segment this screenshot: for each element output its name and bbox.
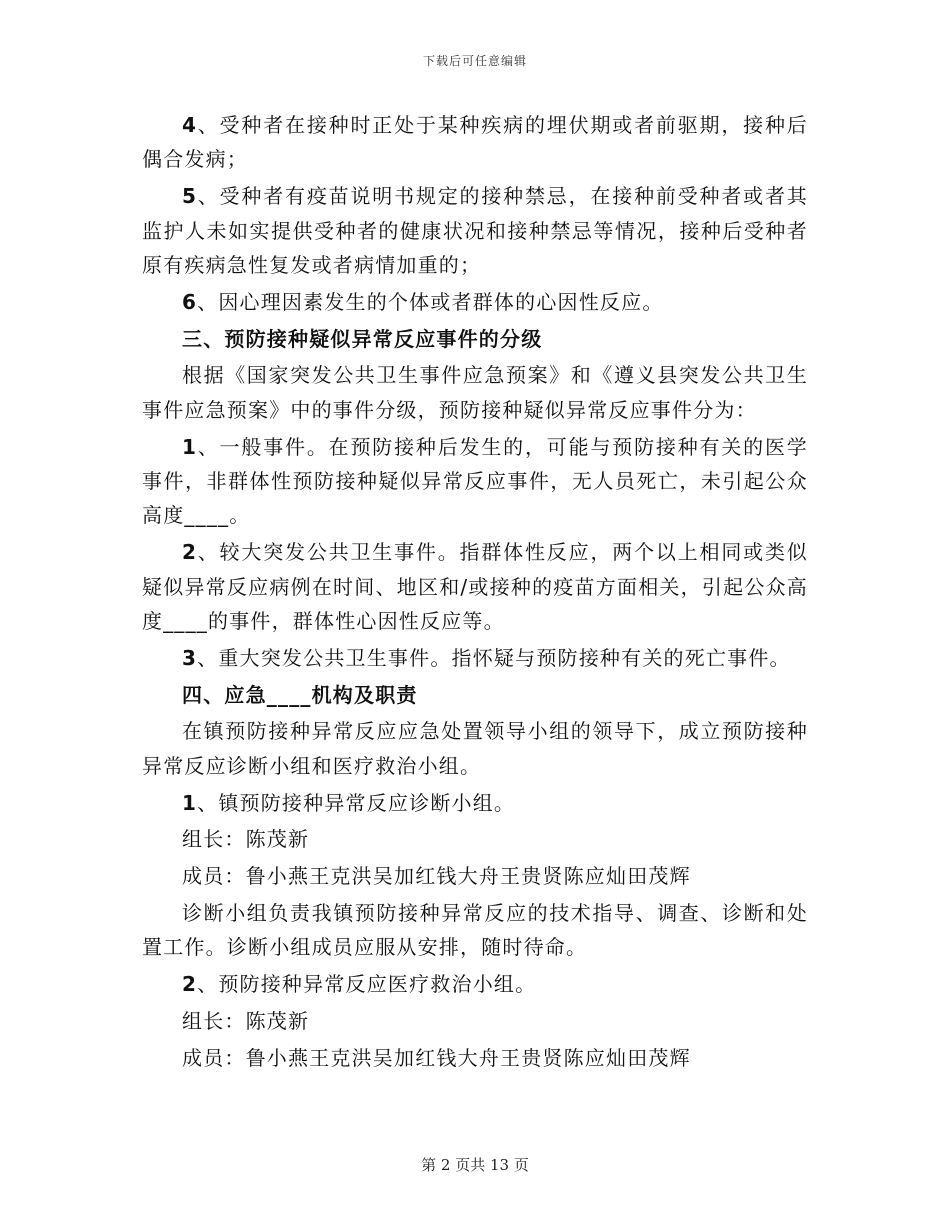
document-body [142, 108, 808, 1078]
list-item-6: 6、因心理因素发生的个体或者群体的心因性反应。 [182, 289, 664, 314]
paragraph-organization-intro: 在镇预防接种异常反应应急处置领导小组的领导下，成立预防接种异常反应诊断小组和医疗救治小组。 [142, 719, 808, 778]
list-item-major-event: 2、较大突发公共卫生事件。指群体性反应，两个以上相同或类似疑似异常反应病例在时间、地区和/或接种的疫苗方面相关，引起公众高度____的事件，群体性心因性反应等。 [142, 540, 808, 634]
list-item-serious-event: 3、重大突发公共卫生事件。指怀疑与预防接种有关的死亡事件。 [182, 645, 791, 670]
diagnosis-group-members: 成员：鲁小燕王克洪吴加红钱大舟王贵贤陈应灿田茂辉 [182, 864, 691, 889]
list-item-4: 4、受种者在接种时正处于某种疾病的埋伏期或者前驱期，接种后偶合发病； [142, 113, 808, 172]
list-item-treatment-group: 2、预防接种异常反应医疗救治小组。 [182, 972, 537, 997]
treatment-group-members: 成员：鲁小燕王克洪吴加红钱大舟王贵贤陈应灿田茂辉 [182, 1045, 691, 1070]
list-item-general-event: 1、一般事件。在预防接种后发生的，可能与预防接种有关的医学事件，非群体性预防接种疑似异常反应事件，无人员死亡，未引起公众高度____。 [142, 434, 808, 528]
section-heading-4: 四、应急____机构及职责 [182, 682, 418, 707]
section-heading-3: 三、预防接种疑似异常反应事件的分级 [182, 326, 543, 351]
list-item-diagnosis-group: 1、镇预防接种异常反应诊断小组。 [182, 790, 516, 815]
treatment-group-leader: 组长：陈茂新 [182, 1009, 310, 1034]
list-item-5: 5、受种者有疫苗说明书规定的接种禁忌，在接种前受种者或者其监护人未如实提供受种者的健康状况和接种禁忌等情况，接种后受种者原有疾病急性复发或者病情加重的； [142, 184, 808, 278]
page-header: 下载后可任意编辑 [422, 54, 527, 68]
diagnosis-group-duties: 诊断小组负责我镇预防接种异常反应的技术指导、调查、诊断和处置工作。诊断小组成员应服从安排，随时待命。 [142, 901, 808, 960]
page-footer: 第 2 页共 13 页 [421, 1156, 529, 1174]
paragraph-classification-intro: 根据《国家突发公共卫生事件应急预案》和《遵义县突发公共卫生事件应急预案》中的事件分级，预防接种疑似异常反应事件分为： [142, 363, 808, 422]
diagnosis-group-leader: 组长：陈茂新 [182, 827, 310, 852]
